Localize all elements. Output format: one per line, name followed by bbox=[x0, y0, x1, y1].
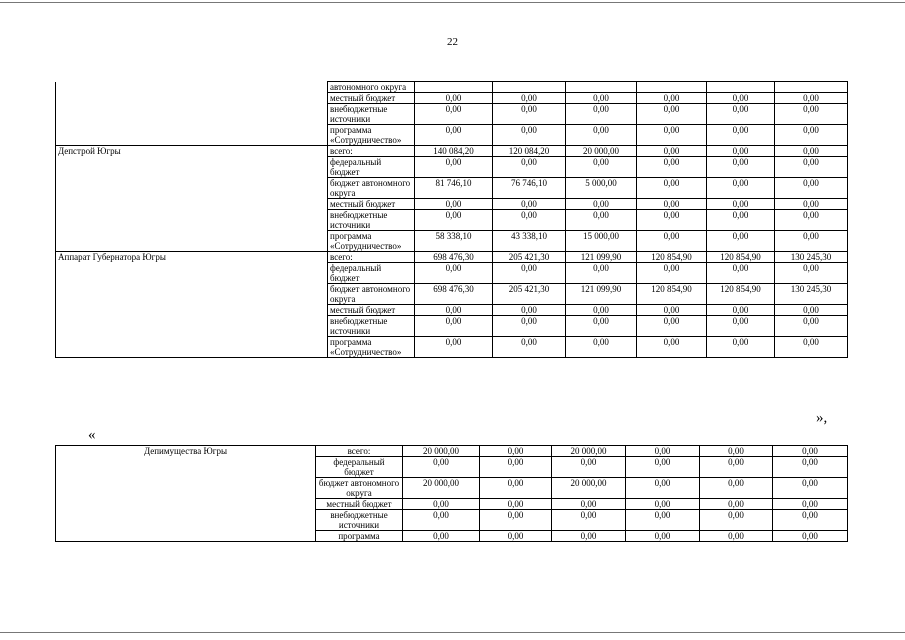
amount-cell bbox=[493, 82, 566, 93]
organization-cell: Аппарат Губернатора Югры bbox=[56, 252, 328, 263]
amount-cell: 20 000,00 bbox=[566, 146, 637, 157]
amount-cell: 20 000,00 bbox=[552, 478, 626, 499]
amount-cell: 0,00 bbox=[707, 178, 775, 199]
bottom-edge-line bbox=[0, 632, 905, 633]
amount-cell: 0,00 bbox=[403, 531, 480, 542]
amount-cell: 0,00 bbox=[773, 478, 848, 499]
amount-cell: 0,00 bbox=[700, 499, 773, 510]
amount-cell: 0,00 bbox=[493, 104, 566, 125]
amount-cell: 0,00 bbox=[566, 305, 637, 316]
funding-source-cell: местный бюджет bbox=[328, 199, 415, 210]
amount-cell: 0,00 bbox=[480, 478, 552, 499]
amount-cell: 0,00 bbox=[707, 316, 775, 337]
amount-cell: 121 099,90 bbox=[566, 284, 637, 305]
amount-cell: 0,00 bbox=[773, 499, 848, 510]
organization-cell bbox=[56, 157, 328, 178]
table-row bbox=[56, 146, 848, 157]
amount-cell: 0,00 bbox=[415, 305, 493, 316]
amount-cell: 0,00 bbox=[637, 337, 707, 358]
table-row bbox=[56, 316, 848, 337]
organization-cell bbox=[56, 231, 328, 252]
amount-cell: 0,00 bbox=[707, 337, 775, 358]
amount-cell: 0,00 bbox=[566, 316, 637, 337]
funding-source-cell: внебюджетные источники bbox=[328, 316, 415, 337]
amount-cell: 0,00 bbox=[626, 457, 700, 478]
table-row bbox=[56, 82, 848, 93]
amount-cell: 0,00 bbox=[637, 305, 707, 316]
amount-cell: 0,00 bbox=[415, 337, 493, 358]
amount-cell: 0,00 bbox=[552, 531, 626, 542]
amount-cell: 130 245,30 bbox=[775, 252, 848, 263]
table-row bbox=[56, 157, 848, 178]
organization-cell bbox=[56, 337, 328, 358]
funding-source-cell: программа bbox=[316, 531, 403, 542]
amount-cell: 130 245,30 bbox=[775, 284, 848, 305]
amount-cell: 0,00 bbox=[480, 510, 552, 531]
amount-cell: 0,00 bbox=[480, 531, 552, 542]
amount-cell: 698 476,30 bbox=[415, 284, 493, 305]
amount-cell: 205 421,30 bbox=[493, 252, 566, 263]
amount-cell bbox=[707, 82, 775, 93]
amount-cell: 0,00 bbox=[637, 231, 707, 252]
organization-cell: Депимущества Югры bbox=[56, 446, 316, 457]
amount-cell: 0,00 bbox=[700, 531, 773, 542]
amount-cell: 0,00 bbox=[415, 104, 493, 125]
table-row bbox=[56, 125, 848, 146]
amount-cell: 0,00 bbox=[775, 178, 848, 199]
table-row bbox=[56, 446, 848, 457]
amount-cell: 0,00 bbox=[700, 446, 773, 457]
table-row bbox=[56, 499, 848, 510]
amount-cell: 0,00 bbox=[637, 210, 707, 231]
amount-cell: 0,00 bbox=[480, 457, 552, 478]
page-number: 22 bbox=[447, 36, 458, 48]
amount-cell: 0,00 bbox=[493, 199, 566, 210]
opening-quote: « bbox=[88, 427, 96, 443]
organization-cell bbox=[56, 284, 328, 305]
amount-cell bbox=[415, 82, 493, 93]
amount-cell: 0,00 bbox=[707, 104, 775, 125]
table-row bbox=[56, 510, 848, 531]
amount-cell: 0,00 bbox=[707, 199, 775, 210]
funding-source-cell: местный бюджет bbox=[328, 93, 415, 104]
organization-cell bbox=[56, 199, 328, 210]
budget-table-1 bbox=[55, 81, 848, 358]
budget-table-2 bbox=[55, 445, 848, 542]
organization-cell bbox=[56, 104, 328, 125]
funding-source-cell: федеральный бюджет bbox=[316, 457, 403, 478]
amount-cell: 0,00 bbox=[775, 316, 848, 337]
amount-cell: 0,00 bbox=[626, 510, 700, 531]
funding-source-cell: программа «Сотрудничество» bbox=[328, 231, 415, 252]
amount-cell: 0,00 bbox=[626, 499, 700, 510]
amount-cell: 0,00 bbox=[403, 510, 480, 531]
amount-cell: 0,00 bbox=[493, 337, 566, 358]
organization-cell: Депстрой Югры bbox=[56, 146, 328, 157]
table-row bbox=[56, 178, 848, 199]
amount-cell: 0,00 bbox=[775, 199, 848, 210]
amount-cell: 0,00 bbox=[566, 337, 637, 358]
amount-cell: 76 746,10 bbox=[493, 178, 566, 199]
amount-cell: 0,00 bbox=[415, 157, 493, 178]
amount-cell: 0,00 bbox=[566, 93, 637, 104]
amount-cell: 81 746,10 bbox=[415, 178, 493, 199]
table-row bbox=[56, 263, 848, 284]
amount-cell: 0,00 bbox=[493, 210, 566, 231]
amount-cell: 0,00 bbox=[403, 499, 480, 510]
amount-cell: 20 000,00 bbox=[403, 478, 480, 499]
funding-source-cell: внебюджетные источники bbox=[316, 510, 403, 531]
amount-cell: 0,00 bbox=[775, 337, 848, 358]
amount-cell: 120 084,20 bbox=[493, 146, 566, 157]
amount-cell: 0,00 bbox=[637, 316, 707, 337]
amount-cell: 5 000,00 bbox=[566, 178, 637, 199]
funding-source-cell: бюджет автономного округа bbox=[328, 284, 415, 305]
funding-source-cell: программа «Сотрудничество» bbox=[328, 125, 415, 146]
amount-cell: 0,00 bbox=[415, 93, 493, 104]
organization-cell bbox=[56, 93, 328, 104]
amount-cell: 0,00 bbox=[480, 446, 552, 457]
amount-cell: 0,00 bbox=[707, 305, 775, 316]
funding-source-cell: внебюджетные источники bbox=[328, 104, 415, 125]
table-row bbox=[56, 252, 848, 263]
amount-cell: 0,00 bbox=[773, 457, 848, 478]
funding-source-cell: внебюджетные источники bbox=[328, 210, 415, 231]
funding-source-cell: всего: bbox=[316, 446, 403, 457]
amount-cell: 0,00 bbox=[637, 263, 707, 284]
amount-cell: 0,00 bbox=[493, 263, 566, 284]
amount-cell: 0,00 bbox=[707, 263, 775, 284]
amount-cell: 0,00 bbox=[637, 178, 707, 199]
amount-cell: 0,00 bbox=[773, 446, 848, 457]
amount-cell: 0,00 bbox=[775, 125, 848, 146]
organization-cell bbox=[56, 510, 316, 531]
amount-cell: 0,00 bbox=[415, 210, 493, 231]
table-row bbox=[56, 457, 848, 478]
table-row bbox=[56, 478, 848, 499]
amount-cell: 0,00 bbox=[566, 125, 637, 146]
amount-cell: 0,00 bbox=[775, 231, 848, 252]
amount-cell: 120 854,90 bbox=[637, 252, 707, 263]
organization-cell bbox=[56, 478, 316, 499]
table-row bbox=[56, 210, 848, 231]
amount-cell: 0,00 bbox=[700, 457, 773, 478]
amount-cell: 0,00 bbox=[552, 457, 626, 478]
organization-cell bbox=[56, 210, 328, 231]
amount-cell: 0,00 bbox=[493, 316, 566, 337]
amount-cell: 0,00 bbox=[566, 104, 637, 125]
amount-cell: 0,00 bbox=[480, 499, 552, 510]
organization-cell bbox=[56, 531, 316, 542]
funding-source-cell: местный бюджет bbox=[316, 499, 403, 510]
amount-cell: 0,00 bbox=[493, 93, 566, 104]
amount-cell: 0,00 bbox=[707, 125, 775, 146]
amount-cell: 20 000,00 bbox=[552, 446, 626, 457]
table-row bbox=[56, 337, 848, 358]
amount-cell: 0,00 bbox=[415, 125, 493, 146]
amount-cell: 0,00 bbox=[707, 231, 775, 252]
amount-cell: 20 000,00 bbox=[403, 446, 480, 457]
amount-cell: 0,00 bbox=[637, 104, 707, 125]
amount-cell: 0,00 bbox=[493, 305, 566, 316]
amount-cell: 0,00 bbox=[415, 316, 493, 337]
organization-cell bbox=[56, 457, 316, 478]
amount-cell: 0,00 bbox=[566, 210, 637, 231]
amount-cell: 0,00 bbox=[626, 478, 700, 499]
amount-cell: 0,00 bbox=[773, 510, 848, 531]
amount-cell: 698 476,30 bbox=[415, 252, 493, 263]
funding-source-cell: программа «Сотрудничество» bbox=[328, 337, 415, 358]
organization-cell bbox=[56, 178, 328, 199]
funding-source-cell: федеральный бюджет bbox=[328, 263, 415, 284]
amount-cell: 15 000,00 bbox=[566, 231, 637, 252]
funding-source-cell: бюджет автономного округа bbox=[316, 478, 403, 499]
amount-cell: 0,00 bbox=[637, 93, 707, 104]
funding-source-cell: всего: bbox=[328, 252, 415, 263]
table-row bbox=[56, 93, 848, 104]
amount-cell: 0,00 bbox=[637, 125, 707, 146]
amount-cell: 121 099,90 bbox=[566, 252, 637, 263]
amount-cell: 120 854,90 bbox=[707, 252, 775, 263]
amount-cell: 0,00 bbox=[626, 446, 700, 457]
amount-cell: 0,00 bbox=[637, 146, 707, 157]
amount-cell: 0,00 bbox=[552, 510, 626, 531]
amount-cell: 0,00 bbox=[707, 93, 775, 104]
top-edge-line bbox=[0, 2, 905, 3]
amount-cell: 0,00 bbox=[637, 199, 707, 210]
amount-cell bbox=[637, 82, 707, 93]
organization-cell bbox=[56, 305, 328, 316]
amount-cell: 0,00 bbox=[493, 157, 566, 178]
amount-cell: 0,00 bbox=[566, 263, 637, 284]
amount-cell: 0,00 bbox=[700, 510, 773, 531]
amount-cell: 0,00 bbox=[775, 157, 848, 178]
amount-cell: 0,00 bbox=[775, 210, 848, 231]
amount-cell: 140 084,20 bbox=[415, 146, 493, 157]
organization-cell bbox=[56, 125, 328, 146]
table-row bbox=[56, 104, 848, 125]
amount-cell: 0,00 bbox=[493, 125, 566, 146]
table-row bbox=[56, 199, 848, 210]
amount-cell: 0,00 bbox=[775, 305, 848, 316]
amount-cell: 0,00 bbox=[566, 199, 637, 210]
table-row bbox=[56, 231, 848, 252]
amount-cell: 0,00 bbox=[775, 263, 848, 284]
amount-cell: 0,00 bbox=[700, 478, 773, 499]
amount-cell: 0,00 bbox=[707, 210, 775, 231]
amount-cell: 0,00 bbox=[775, 93, 848, 104]
amount-cell: 0,00 bbox=[566, 157, 637, 178]
organization-cell bbox=[56, 82, 328, 93]
amount-cell: 0,00 bbox=[626, 531, 700, 542]
amount-cell bbox=[775, 82, 848, 93]
budget-table-1-body bbox=[56, 82, 848, 358]
funding-source-cell: местный бюджет bbox=[328, 305, 415, 316]
amount-cell: 0,00 bbox=[403, 457, 480, 478]
amount-cell: 0,00 bbox=[707, 157, 775, 178]
funding-source-cell: федеральный бюджет bbox=[328, 157, 415, 178]
amount-cell: 0,00 bbox=[637, 157, 707, 178]
amount-cell: 120 854,90 bbox=[707, 284, 775, 305]
funding-source-cell: всего: bbox=[328, 146, 415, 157]
closing-quote: », bbox=[816, 410, 828, 426]
funding-source-cell: автономного округа bbox=[328, 82, 415, 93]
amount-cell: 0,00 bbox=[773, 531, 848, 542]
organization-cell bbox=[56, 499, 316, 510]
funding-source-cell: бюджет автономного округа bbox=[328, 178, 415, 199]
amount-cell: 58 338,10 bbox=[415, 231, 493, 252]
organization-cell bbox=[56, 263, 328, 284]
amount-cell: 0,00 bbox=[707, 146, 775, 157]
table-row bbox=[56, 305, 848, 316]
amount-cell: 0,00 bbox=[415, 199, 493, 210]
table-row bbox=[56, 531, 848, 542]
organization-cell bbox=[56, 316, 328, 337]
amount-cell: 0,00 bbox=[775, 104, 848, 125]
amount-cell: 0,00 bbox=[775, 146, 848, 157]
amount-cell: 205 421,30 bbox=[493, 284, 566, 305]
budget-table-2-body bbox=[56, 446, 848, 542]
amount-cell: 0,00 bbox=[552, 499, 626, 510]
amount-cell bbox=[566, 82, 637, 93]
amount-cell: 120 854,90 bbox=[637, 284, 707, 305]
table-row bbox=[56, 284, 848, 305]
amount-cell: 0,00 bbox=[415, 263, 493, 284]
amount-cell: 43 338,10 bbox=[493, 231, 566, 252]
